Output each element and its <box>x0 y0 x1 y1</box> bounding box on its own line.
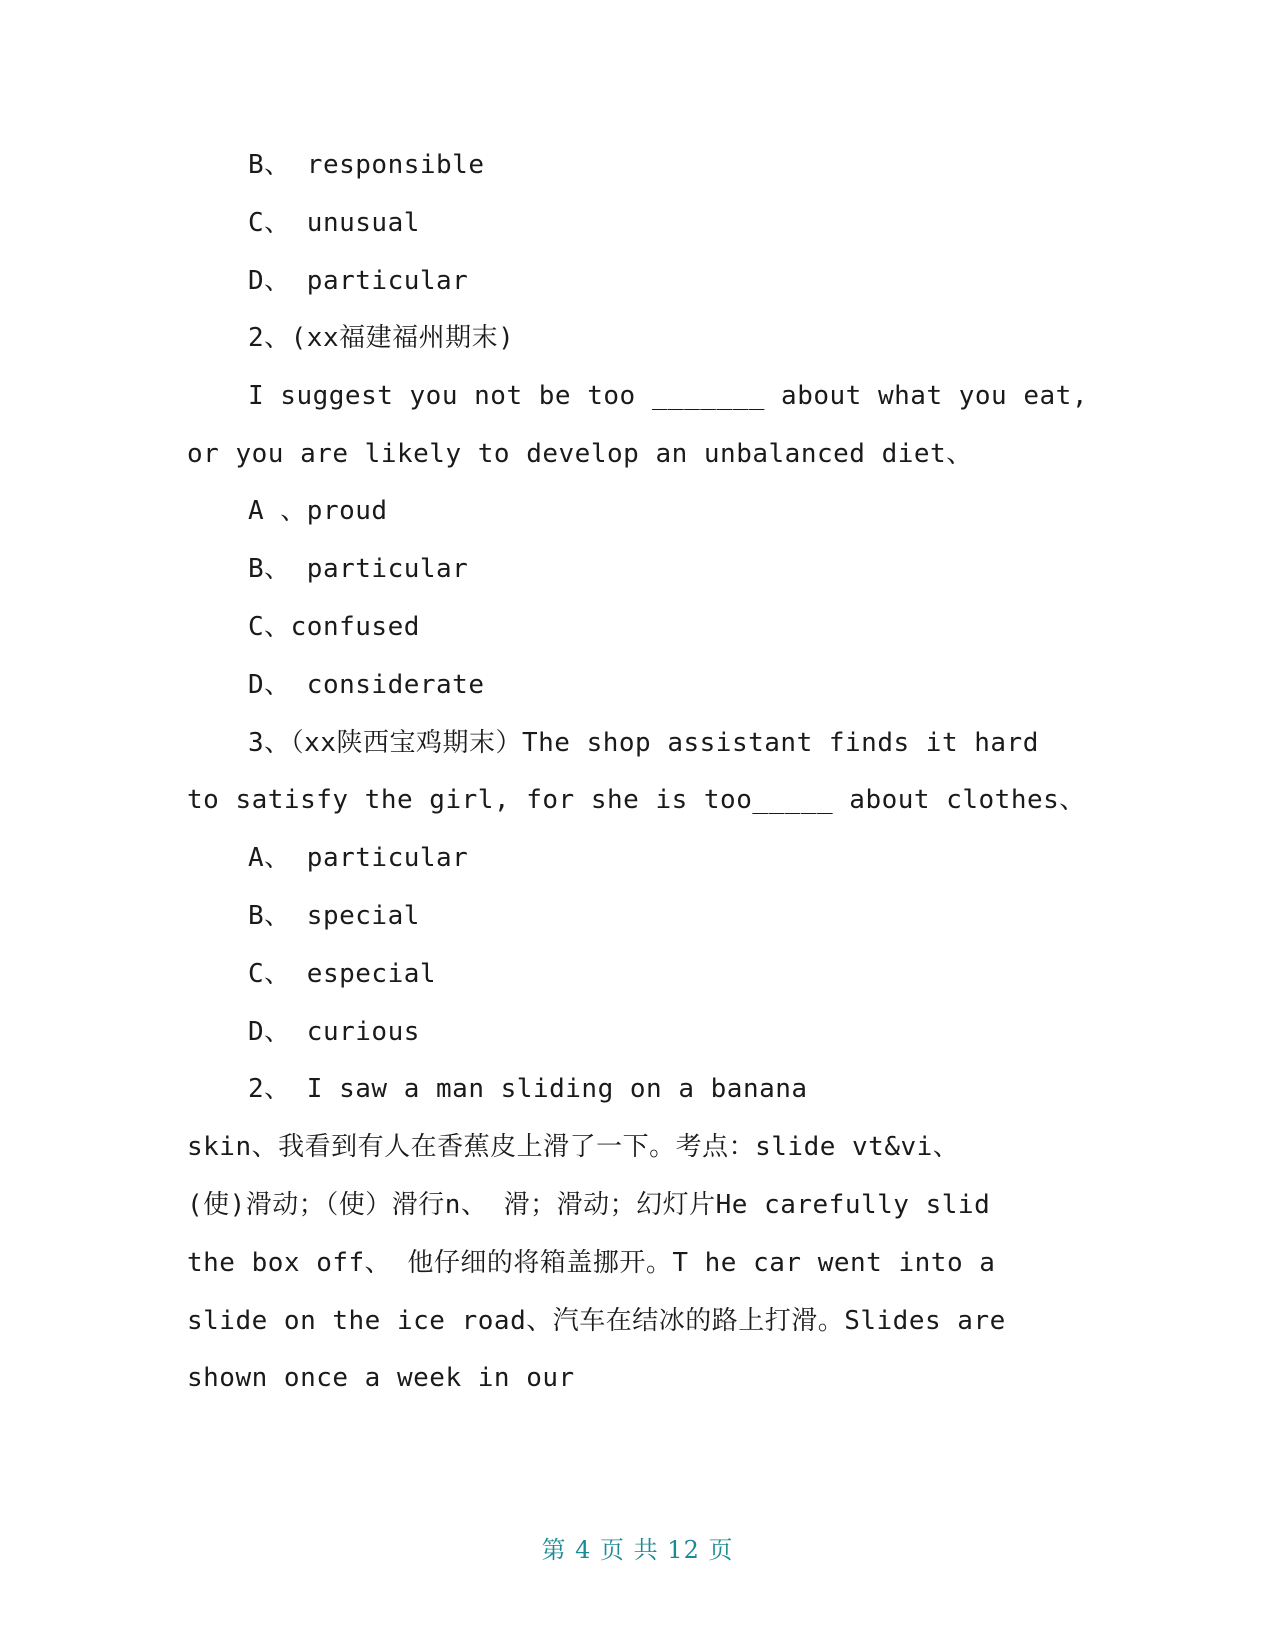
option-b-special: B、 special <box>248 901 420 931</box>
option-b-particular: B、 particular <box>248 554 469 584</box>
note-2-line-1: 2、 I saw a man sliding on a banana <box>248 1074 808 1104</box>
note-2-line-4: the box off、 他仔细的将箱盖挪开。T he car went into a <box>187 1248 996 1278</box>
note-2-line-3: (使)滑动；（使）滑行n、 滑；滑动；幻灯片He carefully slid <box>187 1190 991 1220</box>
question-3-text-line-1: 3、（xx陕西宝鸡期末）The shop assistant finds it hard <box>248 728 1039 758</box>
option-c-especial: C、 especial <box>248 959 437 989</box>
option-a-particular: A、 particular <box>248 843 469 873</box>
option-b-responsible: B、 responsible <box>248 150 485 180</box>
option-c-unusual: C、 unusual <box>248 208 420 238</box>
note-2-line-2: skin、我看到有人在香蕉皮上滑了一下。考点：slide vt&vi、 <box>187 1132 960 1162</box>
option-d-particular: D、 particular <box>248 266 469 296</box>
option-d-curious: D、 curious <box>248 1017 420 1047</box>
page-footer: 第 4 页 共 12 页 <box>541 1536 734 1564</box>
option-a-proud: A 、proud <box>248 496 388 526</box>
option-d-considerate: D、 considerate <box>248 670 485 700</box>
note-2-line-5: slide on the ice road、汽车在结冰的路上打滑。Slides are <box>187 1306 1006 1336</box>
question-2-text-line-2: or you are likely to develop an unbalanced diet、 <box>187 439 973 469</box>
question-2-source: 2、(xx福建福州期末) <box>248 323 515 353</box>
question-3-text-line-2: to satisfy the girl, for she is too_____ about clothes、 <box>187 785 1086 815</box>
note-2-line-6: shown once a week in our <box>187 1363 575 1393</box>
question-2-text-line-1: I suggest you not be too _______ about what you eat, <box>248 381 1088 411</box>
option-c-confused: C、confused <box>248 612 420 642</box>
